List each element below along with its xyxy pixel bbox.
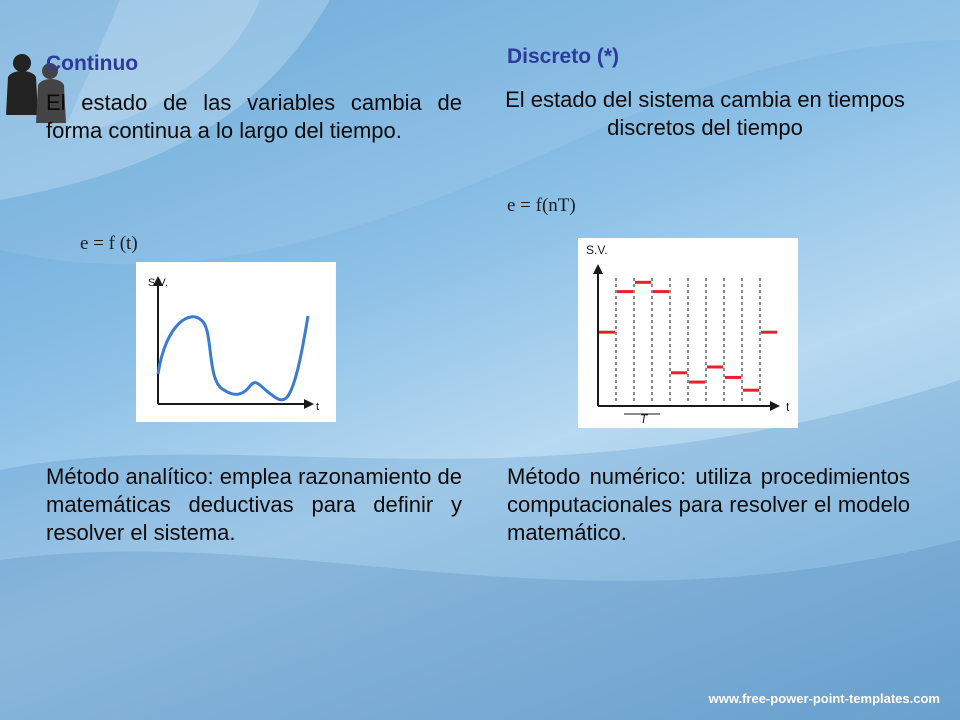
continuous-graph [136,262,336,422]
discrete-y-arrow [593,264,603,274]
discrete-x-label: t [786,400,790,414]
continuous-x-label: t [316,401,320,413]
discrete-description: El estado del sistema cambia en tiempos discretos del tiempo [505,87,905,140]
continuous-heading: Continuo [46,52,139,75]
continuous-y-label: S.V. [148,277,168,289]
continuous-curve [158,316,308,400]
continuous-description: El estado de las variables cambia de forma continua a lo largo del tiempo. [46,90,462,143]
discrete-y-label: S.V. [586,243,608,257]
analytic-method-text: Método analítico: emplea razonamiento de matemáticas deductivas para definir y resolver el sistema. [46,464,462,545]
discrete-heading: Discreto (*) [507,45,620,68]
continuous-x-arrow [304,399,314,409]
discrete-x-arrow [770,401,780,411]
numeric-method-text: Método numérico: utiliza procedimientos computacionales para resolver el modelo matemático. [507,464,910,545]
discrete-period-label: T [640,412,648,426]
continuous-formula: e = f (t) [80,233,138,254]
discrete-graph [578,238,798,428]
footer-url: www.free-power-point-templates.com [708,691,940,706]
discrete-formula: e = f(nT) [507,195,576,216]
